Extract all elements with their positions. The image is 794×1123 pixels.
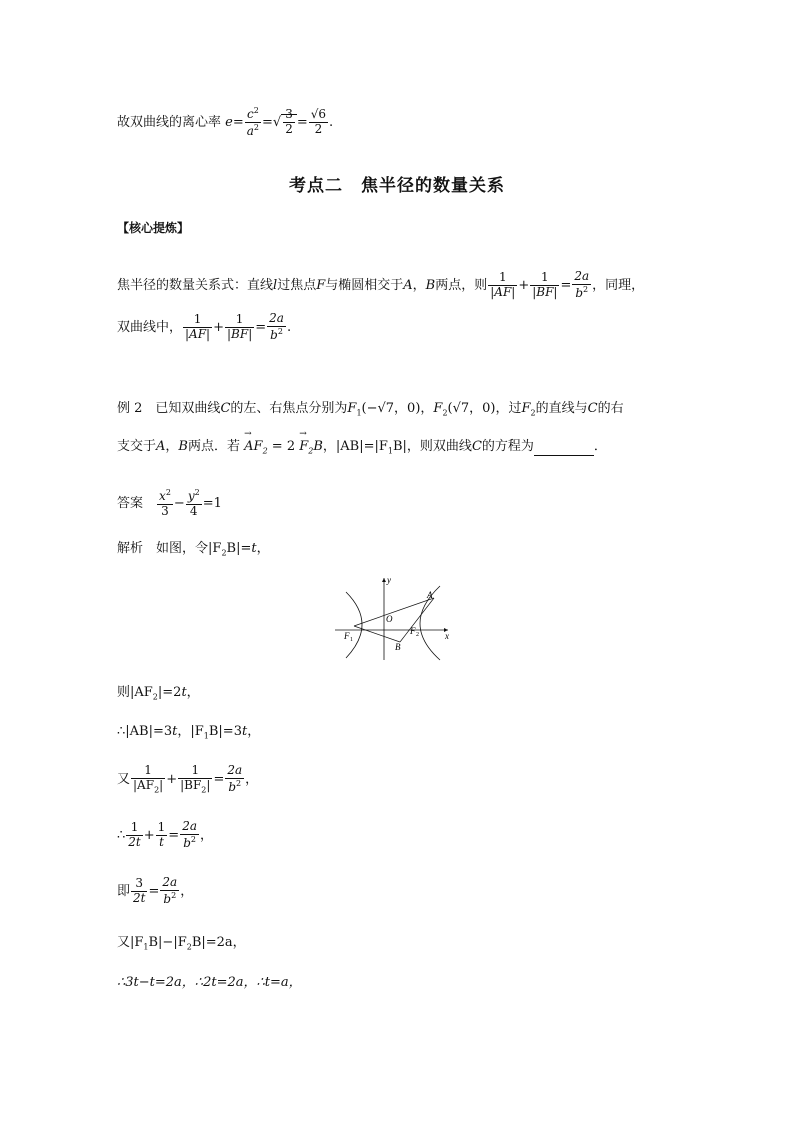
section-title: 考点二 焦半径的数量关系 [289,176,505,196]
label-f2-sub: 2 [416,632,419,638]
step-5: 即 $\frac{3}{2t}$ = $\frac{2a}{b^2}$ ， [117,875,194,906]
analysis-line: 解析 如图，令$|F_2B|=t$， [117,541,270,558]
core-heading: 【核心提炼】 [117,221,190,235]
vector-af2: → $AF_2$ [244,440,268,456]
label-f2: F [410,626,416,636]
symbol-e: e [225,114,233,130]
step-3: 又 $\frac{1}{|AF_2|}$ + $\frac{1}{|BF_2|}$ = $\frac{2a}{b^2}$ ， [117,763,259,795]
example-line-2: 支交于A，B两点．若 → $AF_2 = 2 \to F_2B$，$|AB|=|F_1B|$，则双曲线C的方程为 ． [117,440,607,456]
core-text-line-2: 双曲线中， $\frac{1}{|AF|}$ + $\frac{1}{|BF|}$ = $\frac{2a}{b^2}$ . [117,311,292,342]
vector-f2b: → $F_2B$ [299,440,323,456]
step-7: ∴3t−t=2a，∴2t=2a，∴t=a， [117,975,302,990]
answer-blank [534,443,594,456]
label-f1-sub: 1 [350,637,353,643]
step-6: 又$|F_1B|-|F_2B|=2a$， [117,935,246,952]
label-y: y [387,575,391,585]
label-a: A [427,590,433,600]
step-1: 则$|AF_2|=2t$， [117,685,200,702]
eccentricity-prefix: 故双曲线的离心率 [117,114,222,130]
eccentricity-line: 故双曲线的离心率 e= $\frac{c^2}{a^2}$ =√ $\frac{3}{2}$ = $\frac{√6}{2}$ . [117,106,334,138]
fraction-c2-a2: $\frac{c^2}{a^2}$ [246,106,260,138]
fraction-sqrt6-2: $\frac{√6}{2}$ [310,107,327,136]
label-o: O [386,614,393,624]
step-4: ∴ $\frac{1}{2t}$ + $\frac{1}{t}$ = $\frac{2a}{b^2}$ ， [117,819,214,850]
answer-line: 答案 $\frac{x^2}{3}$ − $\frac{y^2}{4}$ =1 [117,488,222,518]
step-2: ∴|AB|=3t，$|F_1B|=3t$， [117,724,261,741]
example-line-1: 例 2 已知双曲线C的左、右焦点分别为$F_1(-√7$，0)，$F_2(√7$，0)，过$F_2$的直线与C的右 [117,401,624,418]
left-branch [346,592,362,658]
label-x: x [445,631,449,641]
equals: = [232,114,244,130]
sqrt-3-2: √ $\frac{3}{2}$ [273,108,297,137]
hyperbola-figure [330,572,460,662]
label-b: B [395,642,401,652]
y-axis-arrow [382,578,386,582]
label-f1: F [344,631,350,641]
core-text-line-1: 焦半径的数量关系式：直线l过焦点F与椭圆相交于A，B两点，则 $\frac{1}{|AF|}$ + $\frac{1}{|BF|}$ = $\frac{2a}{b^2}$ ，同理， [117,269,645,300]
